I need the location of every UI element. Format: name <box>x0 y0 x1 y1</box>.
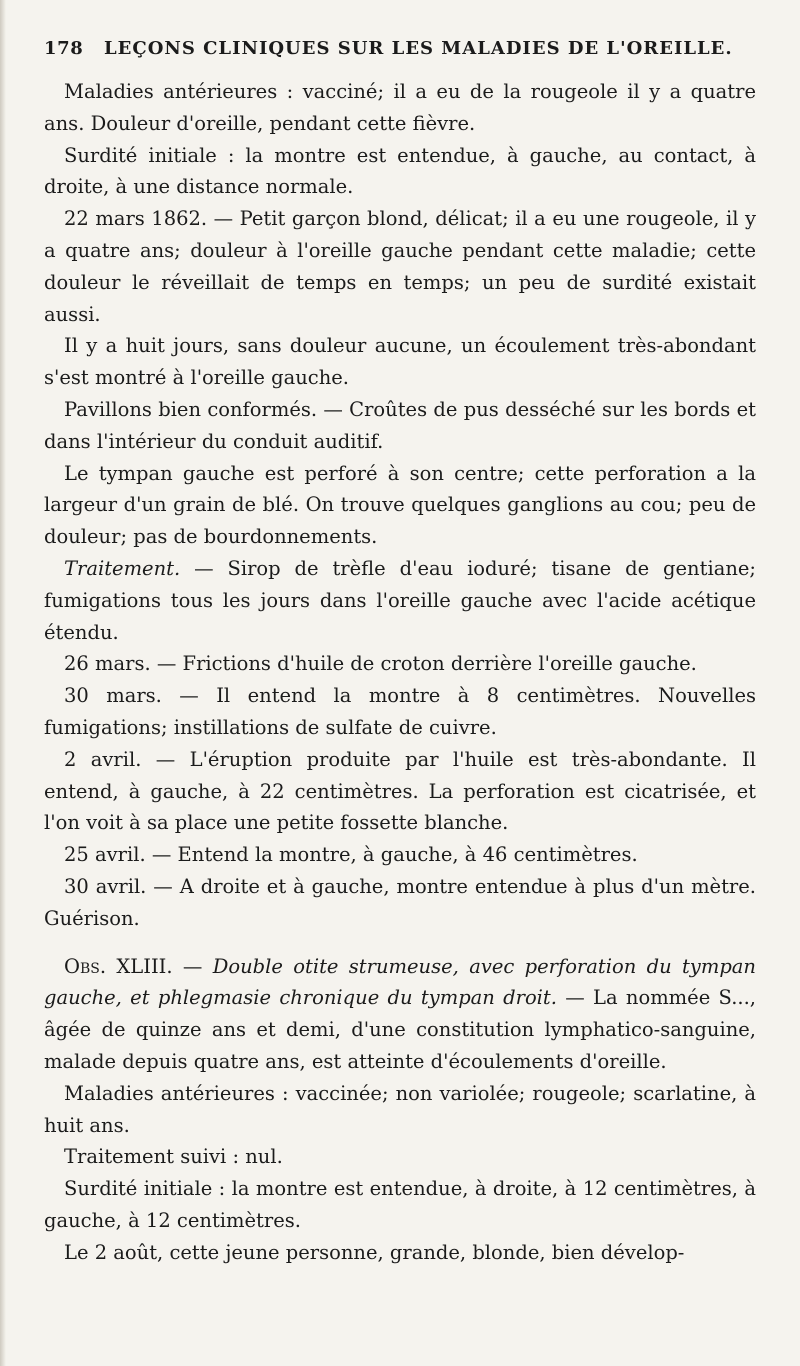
observation-label: Obs. XLIII. <box>64 954 173 978</box>
observation-heading: Obs. XLIII. — Double otite strumeuse, avec perforation du tympan gauche, et phlegmasie chronique du tympan droit. — La nommée S..., âgée de quinze ans et demi, d'une constitution lymphatico-sanguine, malade depuis quatre ans, est atteinte d'écoulements d'oreille. <box>44 954 756 1073</box>
paragraph: Le 2 août, cette jeune personne, grande, blonde, bien dévelop- <box>64 1240 685 1264</box>
paragraph: 26 mars. — Frictions d'huile de croton derrière l'oreille gauche. <box>64 652 697 676</box>
paragraph: Pavillons bien conformés. — Croûtes de pus desséché sur les bords et dans l'intérieur du conduit auditif. <box>44 397 756 453</box>
paragraph: 2 avril. — L'éruption produite par l'huile est très-abondante. Il entend, à gauche, à 22 centimètres. La perforation est cicatrisée, et l'on voit à sa place une petite fossette blanche. <box>44 747 756 835</box>
paragraph: Il y a huit jours, sans douleur aucune, un écoulement très-abondant s'est montré à l'oreille gauche. <box>44 334 756 390</box>
paragraph-lead: Traitement. <box>64 556 181 580</box>
paragraph: Surdité initiale : la montre est entendue, à gauche, au contact, à droite, à une distance normale. <box>44 143 756 199</box>
paragraph: Maladies antérieures : vacciné; il a eu de la rougeole il y a quatre ans. Douleur d'oreille, pendant cette fièvre. <box>44 80 756 135</box>
observation-title: Double otite strumeuse, avec perforation du tympan gauche, et phlegmasie chronique du tympan droit. <box>44 954 756 1010</box>
running-title: LEÇONS CLINIQUES SUR LES MALADIES DE L'OREILLE. <box>104 38 733 59</box>
paragraph: 30 mars. — Il entend la montre à 8 centimètres. Nouvelles fumigations; instillations de sulfate de cuivre. <box>44 684 756 739</box>
paragraph: Maladies antérieures : vaccinée; non variolée; rougeole; scarlatine, à huit ans. <box>44 1081 756 1137</box>
paragraph: Surdité initiale : la montre est entendue, à droite, à 12 centimètres, à gauche, à 12 centimètres. <box>44 1177 756 1232</box>
paragraph: Le tympan gauche est perforé à son centre; cette perforation a la largeur d'un grain de blé. On trouve quelques ganglions au cou; peu de douleur; pas de bourdonnements. <box>44 461 756 549</box>
paragraph: Traitement. — Sirop de trèfle d'eau ioduré; tisane de gentiane; fumigations tous les jours dans l'oreille gauche avec l'acide acétique étendu. <box>44 556 756 644</box>
paragraph: Traitement suivi : nul. <box>64 1145 283 1169</box>
paragraph: 22 mars 1862. — Petit garçon blond, délicat; il a eu une rougeole, il y a quatre ans; douleur à l'oreille gauche pendant cette maladie; cette douleur le réveillait de temps en temps; un peu de surdité existait aussi. <box>44 207 756 326</box>
paragraph: 30 avril. — A droite et à gauche, montre entendue à plus d'un mètre. Guérison. <box>44 874 756 930</box>
page-number: 178 <box>44 38 84 59</box>
paragraph: 25 avril. — Entend la montre, à gauche, à 46 centimètres. <box>64 843 638 867</box>
running-header <box>44 38 756 66</box>
body-text <box>44 76 756 1268</box>
